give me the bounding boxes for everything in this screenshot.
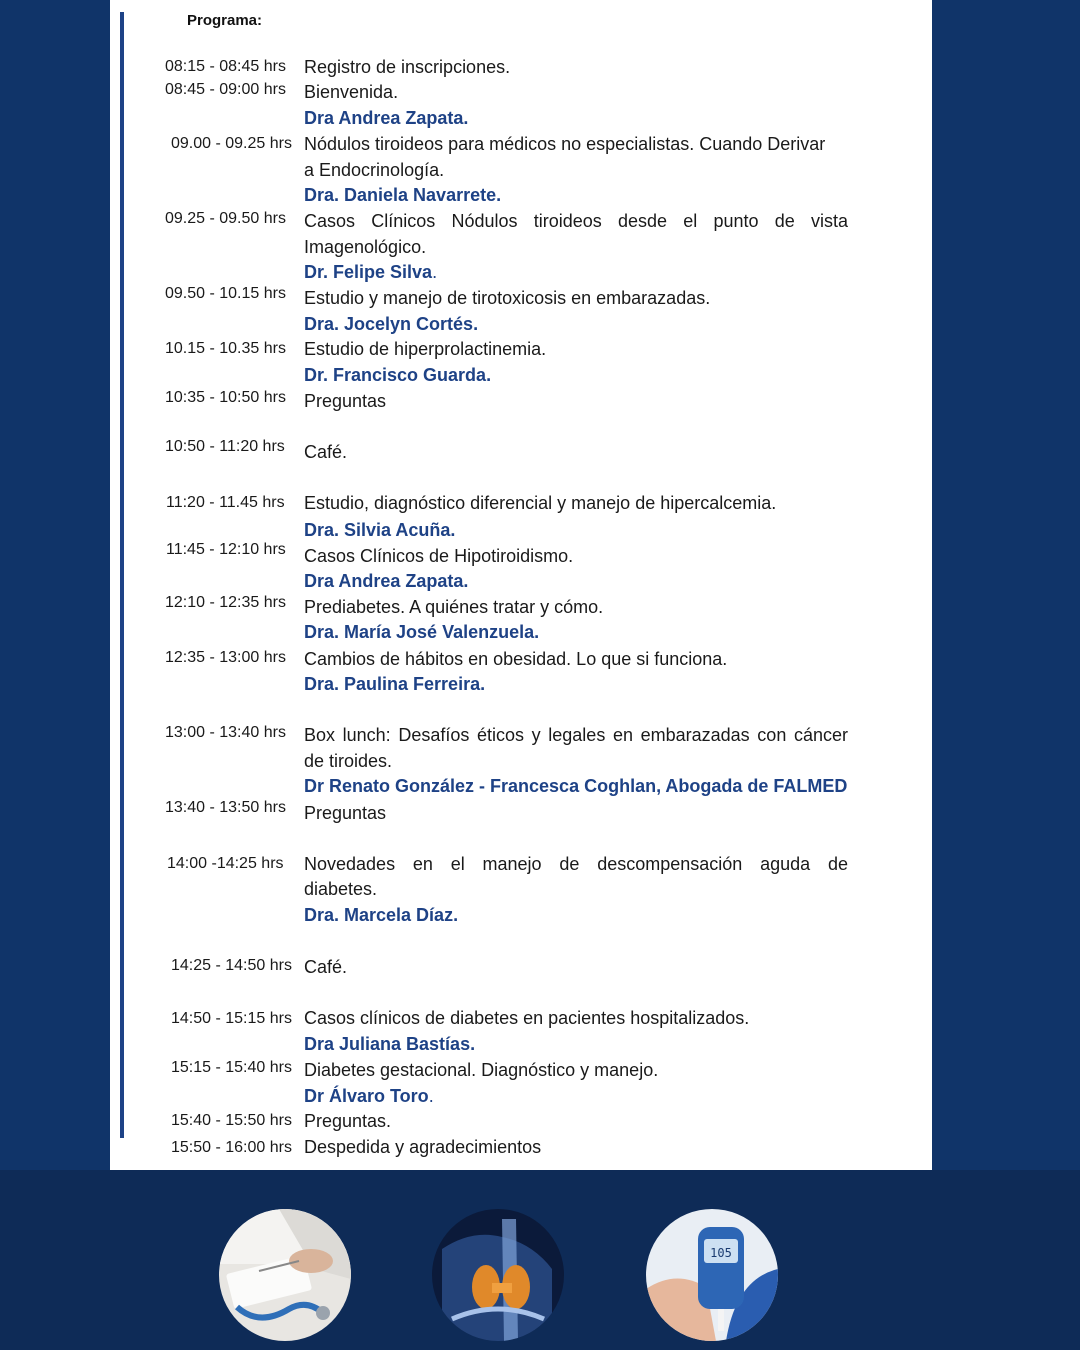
speaker-name: Dra. Daniela Navarrete. xyxy=(304,185,502,205)
speaker-name: Dra Juliana Bastías. xyxy=(304,1034,476,1054)
time-slot: 14:00 -14:25 hrs xyxy=(167,855,284,872)
time-slot: 14:50 - 15:15 hrs xyxy=(171,1010,292,1027)
speaker-line xyxy=(304,1083,848,1109)
time-slot: 10:35 - 10:50 hrs xyxy=(165,389,286,406)
session-title: Preguntas xyxy=(304,803,387,823)
session-title: Casos Clínicos de Hipotiroidismo. xyxy=(304,546,574,566)
time-slot: 11:20 - 11.45 hrs xyxy=(166,494,285,511)
session-title: Preguntas xyxy=(304,391,387,411)
speaker-name: Dr. Felipe Silva xyxy=(304,262,433,282)
time-slot: 09.50 - 10.15 hrs xyxy=(165,285,286,302)
speaker-name: Dra. Marcela Díaz. xyxy=(304,905,459,925)
thyroid-xray-photo xyxy=(432,1209,564,1341)
session-title: Estudio de hiperprolactinemia. xyxy=(304,339,547,359)
time-slot: 09.25 - 09.50 hrs xyxy=(165,210,286,227)
speaker-name: Dr Renato González - Francesca Coghlan, Abogada de FALMED xyxy=(304,776,848,796)
session-title: a Endocrinología. xyxy=(304,160,445,180)
time-slot: 12:10 - 12:35 hrs xyxy=(165,594,286,611)
session-title: Bienvenida. xyxy=(304,82,399,102)
session-title: Box lunch: Desafíos éticos y legales en embarazadas con cáncer xyxy=(304,725,848,745)
session-title: Café. xyxy=(304,442,348,462)
time-slot: 11:45 - 12:10 hrs xyxy=(166,541,286,558)
time-slot: 14:25 - 14:50 hrs xyxy=(171,957,292,974)
glucometer-reading: 105 xyxy=(710,1246,732,1260)
doctor-clipboard-photo xyxy=(219,1209,351,1341)
time-slot: 10:50 - 11:20 hrs xyxy=(165,438,285,455)
speaker-name: Dr. Francisco Guarda. xyxy=(304,365,492,385)
time-slot: 10.15 - 10.35 hrs xyxy=(165,340,286,357)
session-title: Casos clínicos de diabetes en pacientes hospitalizados. xyxy=(304,1008,750,1028)
session-title: de tiroides. xyxy=(304,751,393,771)
session-title: Estudio, diagnóstico diferencial y manejo de hipercalcemia. xyxy=(304,493,777,513)
speaker-name: Dra. Paulina Ferreira. xyxy=(304,674,486,694)
speaker-name: Dra Andrea Zapata. xyxy=(304,571,469,591)
time-slot: 08:15 - 08:45 hrs xyxy=(165,58,286,75)
session-title: Café. xyxy=(304,957,348,977)
time-slot: 15:15 - 15:40 hrs xyxy=(171,1059,292,1076)
session-title: Prediabetes. A quiénes tratar y cómo. xyxy=(304,597,604,617)
program-heading: Programa: xyxy=(187,12,263,29)
speaker-name: Dr Álvaro Toro xyxy=(304,1086,429,1106)
time-slot: 12:35 - 13:00 hrs xyxy=(165,649,286,666)
speaker-name: Dra Andrea Zapata. xyxy=(304,108,469,128)
speaker-name: Dra. Jocelyn Cortés. xyxy=(304,314,479,334)
session-title: Diabetes gestacional. Diagnóstico y manejo. xyxy=(304,1060,659,1080)
session-title: Preguntas. xyxy=(304,1111,392,1131)
session-title: Imagenológico. xyxy=(304,237,427,257)
session-title: diabetes. xyxy=(304,879,378,899)
session-title: Estudio y manejo de tirotoxicosis en embarazadas. xyxy=(304,288,711,308)
time-slot: 15:50 - 16:00 hrs xyxy=(171,1139,292,1156)
session-title: Registro de inscripciones. xyxy=(304,57,511,77)
time-slot: 13:40 - 13:50 hrs xyxy=(165,799,286,816)
speaker-line xyxy=(304,259,848,285)
time-slot: 08:45 - 09:00 hrs xyxy=(165,81,286,98)
time-slot: 09.00 - 09.25 hrs xyxy=(171,135,292,152)
speaker-period: . xyxy=(428,1086,434,1106)
speaker-name: Dra. María José Valenzuela. xyxy=(304,622,540,642)
session-title: Nódulos tiroideos para médicos no especialistas. Cuando Derivar xyxy=(304,134,826,154)
session-title: Despedida y agradecimientos xyxy=(304,1137,542,1157)
time-slot: 15:40 - 15:50 hrs xyxy=(171,1112,292,1129)
glucometer-photo xyxy=(646,1209,778,1341)
session-title: Casos Clínicos Nódulos tiroideos desde el punto de vista xyxy=(304,211,848,231)
time-slot: 13:00 - 13:40 hrs xyxy=(165,724,286,741)
speaker-period: . xyxy=(432,262,438,282)
accent-bar xyxy=(120,12,124,1138)
speaker-name: Dra. Silvia Acuña. xyxy=(304,520,456,540)
session-title: Cambios de hábitos en obesidad. Lo que si funciona. xyxy=(304,649,728,669)
session-title: Novedades en el manejo de descompensación aguda de xyxy=(304,854,848,874)
